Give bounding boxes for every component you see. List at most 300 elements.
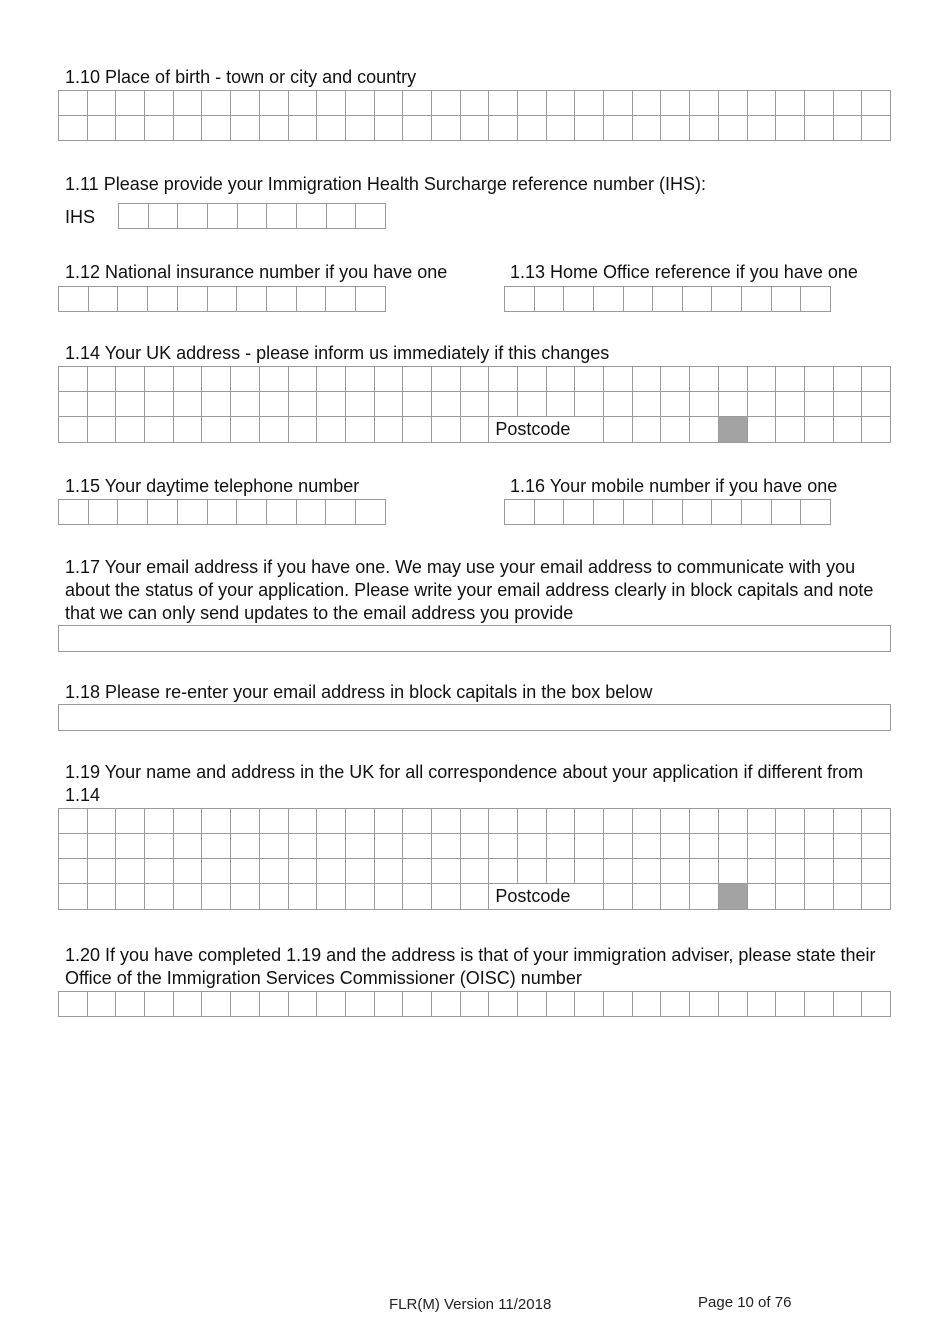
character-box[interactable]	[431, 859, 460, 884]
character-box[interactable]	[431, 809, 460, 834]
character-box[interactable]	[374, 367, 403, 392]
character-box[interactable]	[59, 500, 89, 525]
character-box[interactable]	[804, 91, 833, 116]
character-box[interactable]	[87, 417, 116, 443]
character-box[interactable]	[374, 884, 403, 910]
q1-16-mobile-grid[interactable]	[504, 499, 831, 525]
character-box[interactable]	[288, 367, 317, 392]
character-box[interactable]	[632, 834, 661, 859]
character-box[interactable]	[431, 392, 460, 417]
character-box[interactable]	[403, 417, 432, 443]
character-box[interactable]	[237, 204, 267, 229]
character-box[interactable]	[489, 91, 518, 116]
character-box[interactable]	[604, 809, 633, 834]
character-box[interactable]	[661, 992, 690, 1017]
character-box[interactable]	[288, 417, 317, 443]
character-box[interactable]	[173, 91, 202, 116]
character-box[interactable]	[288, 116, 317, 141]
character-box[interactable]	[833, 834, 862, 859]
character-box[interactable]	[546, 859, 575, 884]
character-box[interactable]	[690, 91, 719, 116]
character-box[interactable]	[259, 367, 288, 392]
character-box[interactable]	[862, 392, 891, 417]
character-box[interactable]	[317, 91, 346, 116]
character-box[interactable]	[116, 992, 145, 1017]
character-box[interactable]	[460, 417, 489, 443]
character-box[interactable]	[403, 859, 432, 884]
character-box[interactable]	[403, 884, 432, 910]
character-box[interactable]	[747, 367, 776, 392]
character-box[interactable]	[862, 116, 891, 141]
character-box[interactable]	[776, 367, 805, 392]
character-box[interactable]	[564, 500, 594, 525]
character-box[interactable]	[345, 834, 374, 859]
character-box[interactable]	[202, 367, 231, 392]
character-box[interactable]	[661, 834, 690, 859]
character-box[interactable]	[374, 859, 403, 884]
character-box[interactable]	[747, 392, 776, 417]
character-box[interactable]	[145, 834, 174, 859]
character-box[interactable]	[518, 367, 547, 392]
character-box[interactable]	[431, 884, 460, 910]
character-box[interactable]	[718, 992, 747, 1017]
character-box[interactable]	[202, 834, 231, 859]
character-box[interactable]	[59, 834, 88, 859]
character-box[interactable]	[804, 884, 833, 910]
character-box[interactable]	[546, 809, 575, 834]
character-box[interactable]	[718, 392, 747, 417]
character-box[interactable]	[747, 884, 776, 910]
character-box[interactable]	[374, 116, 403, 141]
character-box[interactable]	[776, 809, 805, 834]
character-box[interactable]	[534, 500, 564, 525]
character-box[interactable]	[288, 392, 317, 417]
character-box[interactable]	[231, 992, 260, 1017]
character-box[interactable]	[87, 91, 116, 116]
character-box[interactable]	[632, 884, 661, 910]
character-box[interactable]	[116, 392, 145, 417]
character-box[interactable]	[59, 417, 88, 443]
character-box[interactable]	[632, 367, 661, 392]
character-box[interactable]	[207, 500, 237, 525]
character-box[interactable]	[231, 417, 260, 443]
character-box[interactable]	[460, 392, 489, 417]
character-box[interactable]	[345, 859, 374, 884]
character-box[interactable]	[575, 116, 604, 141]
character-box[interactable]	[326, 204, 356, 229]
character-box[interactable]	[288, 809, 317, 834]
character-box[interactable]	[833, 884, 862, 910]
character-box[interactable]	[374, 834, 403, 859]
character-box[interactable]	[546, 116, 575, 141]
character-box[interactable]	[259, 417, 288, 443]
q1-17-email-field[interactable]	[58, 625, 891, 652]
character-box[interactable]	[288, 884, 317, 910]
character-box[interactable]	[202, 992, 231, 1017]
character-box[interactable]	[259, 91, 288, 116]
character-box[interactable]	[489, 859, 518, 884]
character-box[interactable]	[801, 500, 831, 525]
character-box[interactable]	[518, 809, 547, 834]
character-box[interactable]	[833, 859, 862, 884]
character-box[interactable]	[460, 884, 489, 910]
character-box[interactable]	[119, 204, 149, 229]
character-box[interactable]	[518, 116, 547, 141]
character-box[interactable]	[776, 392, 805, 417]
character-box[interactable]	[145, 884, 174, 910]
character-box[interactable]	[259, 992, 288, 1017]
character-box[interactable]	[661, 859, 690, 884]
character-box[interactable]	[87, 834, 116, 859]
character-box[interactable]	[237, 500, 267, 525]
character-box[interactable]	[431, 834, 460, 859]
character-box[interactable]	[317, 116, 346, 141]
character-box[interactable]	[116, 417, 145, 443]
character-box[interactable]	[317, 992, 346, 1017]
character-box[interactable]	[632, 91, 661, 116]
character-box[interactable]	[718, 116, 747, 141]
character-box[interactable]	[682, 287, 712, 312]
character-box[interactable]	[374, 91, 403, 116]
character-box[interactable]	[148, 500, 178, 525]
character-box[interactable]	[148, 204, 178, 229]
character-box[interactable]	[259, 116, 288, 141]
character-box[interactable]	[116, 859, 145, 884]
character-box[interactable]	[374, 417, 403, 443]
character-box[interactable]	[173, 859, 202, 884]
character-box[interactable]	[690, 367, 719, 392]
character-box[interactable]	[374, 992, 403, 1017]
character-box[interactable]	[173, 417, 202, 443]
q1-20-oisc-grid[interactable]	[58, 991, 891, 1017]
character-box[interactable]	[202, 809, 231, 834]
character-box[interactable]	[747, 992, 776, 1017]
character-box[interactable]	[690, 859, 719, 884]
character-box[interactable]	[59, 287, 89, 312]
character-box[interactable]	[173, 116, 202, 141]
character-box[interactable]	[345, 417, 374, 443]
character-box[interactable]	[202, 884, 231, 910]
character-box[interactable]	[87, 884, 116, 910]
character-box[interactable]	[116, 91, 145, 116]
character-box[interactable]	[88, 287, 118, 312]
character-box[interactable]	[690, 417, 719, 443]
character-box[interactable]	[403, 809, 432, 834]
q1-19-correspondence-grid[interactable]	[58, 808, 891, 910]
character-box[interactable]	[118, 287, 148, 312]
character-box[interactable]	[862, 834, 891, 859]
character-box[interactable]	[431, 116, 460, 141]
character-box[interactable]	[59, 91, 88, 116]
character-box[interactable]	[231, 859, 260, 884]
character-box[interactable]	[207, 287, 237, 312]
character-box[interactable]	[771, 500, 801, 525]
character-box[interactable]	[632, 859, 661, 884]
character-box[interactable]	[178, 204, 208, 229]
character-box[interactable]	[546, 367, 575, 392]
character-box[interactable]	[403, 834, 432, 859]
character-box[interactable]	[653, 500, 683, 525]
character-box[interactable]	[833, 992, 862, 1017]
character-box[interactable]	[804, 859, 833, 884]
character-box[interactable]	[776, 884, 805, 910]
character-box[interactable]	[564, 287, 594, 312]
character-box[interactable]	[87, 392, 116, 417]
character-box[interactable]	[718, 367, 747, 392]
character-box[interactable]	[403, 992, 432, 1017]
character-box[interactable]	[177, 500, 207, 525]
character-box[interactable]	[145, 417, 174, 443]
character-box[interactable]	[145, 992, 174, 1017]
character-box[interactable]	[505, 500, 535, 525]
character-box[interactable]	[804, 809, 833, 834]
character-box[interactable]	[116, 834, 145, 859]
character-box[interactable]	[145, 367, 174, 392]
character-box[interactable]	[632, 392, 661, 417]
character-box[interactable]	[604, 392, 633, 417]
character-box[interactable]	[202, 116, 231, 141]
character-box[interactable]	[546, 392, 575, 417]
character-box[interactable]	[87, 809, 116, 834]
character-box[interactable]	[296, 500, 326, 525]
character-box[interactable]	[173, 834, 202, 859]
character-box[interactable]	[801, 287, 831, 312]
character-box[interactable]	[317, 392, 346, 417]
character-box[interactable]	[356, 204, 386, 229]
character-box[interactable]	[862, 809, 891, 834]
character-box[interactable]	[345, 392, 374, 417]
q1-12-ni-grid[interactable]	[58, 286, 386, 312]
character-box[interactable]	[862, 859, 891, 884]
character-box[interactable]	[804, 116, 833, 141]
character-box[interactable]	[776, 91, 805, 116]
character-box[interactable]	[653, 287, 683, 312]
character-box[interactable]	[804, 367, 833, 392]
q1-10-grid[interactable]	[58, 90, 891, 141]
character-box[interactable]	[833, 116, 862, 141]
character-box[interactable]	[356, 500, 386, 525]
character-box[interactable]	[862, 91, 891, 116]
character-box[interactable]	[518, 392, 547, 417]
character-box[interactable]	[632, 992, 661, 1017]
character-box[interactable]	[690, 884, 719, 910]
character-box[interactable]	[403, 91, 432, 116]
character-box[interactable]	[374, 809, 403, 834]
character-box[interactable]	[237, 287, 267, 312]
character-box[interactable]	[833, 367, 862, 392]
character-box[interactable]	[317, 834, 346, 859]
character-box[interactable]	[489, 809, 518, 834]
character-box[interactable]	[288, 834, 317, 859]
character-box[interactable]	[460, 834, 489, 859]
character-box[interactable]	[505, 287, 535, 312]
character-box[interactable]	[776, 992, 805, 1017]
character-box[interactable]	[345, 91, 374, 116]
character-box[interactable]	[593, 500, 623, 525]
character-box[interactable]	[747, 91, 776, 116]
character-box[interactable]	[632, 116, 661, 141]
q1-18-email-confirm-field[interactable]	[58, 704, 891, 731]
character-box[interactable]	[231, 884, 260, 910]
character-box[interactable]	[259, 859, 288, 884]
character-box[interactable]	[489, 392, 518, 417]
character-box[interactable]	[177, 287, 207, 312]
character-box[interactable]	[374, 392, 403, 417]
character-box[interactable]	[804, 417, 833, 443]
character-box[interactable]	[460, 116, 489, 141]
character-box[interactable]	[534, 287, 564, 312]
character-box[interactable]	[116, 809, 145, 834]
character-box[interactable]	[231, 367, 260, 392]
character-box[interactable]	[575, 859, 604, 884]
character-box[interactable]	[833, 91, 862, 116]
character-box[interactable]	[116, 367, 145, 392]
character-box[interactable]	[632, 417, 661, 443]
character-box[interactable]	[776, 417, 805, 443]
character-box[interactable]	[326, 500, 356, 525]
character-box[interactable]	[345, 809, 374, 834]
character-box[interactable]	[202, 417, 231, 443]
character-box[interactable]	[317, 367, 346, 392]
character-box[interactable]	[145, 91, 174, 116]
character-box[interactable]	[231, 834, 260, 859]
character-box[interactable]	[489, 834, 518, 859]
character-box[interactable]	[173, 809, 202, 834]
character-box[interactable]	[604, 859, 633, 884]
character-box[interactable]	[259, 884, 288, 910]
character-box[interactable]	[747, 116, 776, 141]
character-box[interactable]	[575, 91, 604, 116]
character-box[interactable]	[267, 287, 297, 312]
character-box[interactable]	[356, 287, 386, 312]
character-box[interactable]	[207, 204, 237, 229]
character-box[interactable]	[747, 834, 776, 859]
character-box[interactable]	[345, 116, 374, 141]
character-box[interactable]	[661, 809, 690, 834]
character-box[interactable]	[259, 809, 288, 834]
character-box[interactable]	[87, 116, 116, 141]
character-box[interactable]	[804, 392, 833, 417]
character-box[interactable]	[575, 809, 604, 834]
character-box[interactable]	[59, 884, 88, 910]
character-box[interactable]	[88, 500, 118, 525]
character-box[interactable]	[546, 91, 575, 116]
character-box[interactable]	[690, 834, 719, 859]
character-box[interactable]	[231, 116, 260, 141]
q1-11-ihs-grid[interactable]	[118, 203, 386, 229]
character-box[interactable]	[747, 859, 776, 884]
character-box[interactable]	[460, 859, 489, 884]
character-box[interactable]	[317, 417, 346, 443]
character-box[interactable]	[604, 367, 633, 392]
character-box[interactable]	[145, 392, 174, 417]
character-box[interactable]	[296, 204, 326, 229]
character-box[interactable]	[87, 367, 116, 392]
character-box[interactable]	[431, 417, 460, 443]
character-box[interactable]	[460, 367, 489, 392]
character-box[interactable]	[173, 392, 202, 417]
character-box[interactable]	[59, 859, 88, 884]
character-box[interactable]	[202, 392, 231, 417]
character-box[interactable]	[833, 392, 862, 417]
character-box[interactable]	[148, 287, 178, 312]
character-box[interactable]	[403, 116, 432, 141]
character-box[interactable]	[661, 91, 690, 116]
character-box[interactable]	[145, 116, 174, 141]
q1-13-ho-grid[interactable]	[504, 286, 831, 312]
character-box[interactable]	[833, 417, 862, 443]
character-box[interactable]	[718, 834, 747, 859]
character-box[interactable]	[59, 116, 88, 141]
character-box[interactable]	[403, 392, 432, 417]
character-box[interactable]	[712, 500, 742, 525]
character-box[interactable]	[460, 992, 489, 1017]
character-box[interactable]	[173, 367, 202, 392]
character-box[interactable]	[690, 392, 719, 417]
character-box[interactable]	[661, 367, 690, 392]
character-box[interactable]	[87, 992, 116, 1017]
character-box[interactable]	[742, 287, 772, 312]
character-box[interactable]	[317, 859, 346, 884]
character-box[interactable]	[259, 834, 288, 859]
character-box[interactable]	[718, 91, 747, 116]
character-box[interactable]	[345, 367, 374, 392]
character-box[interactable]	[231, 91, 260, 116]
character-box[interactable]	[460, 91, 489, 116]
character-box[interactable]	[345, 992, 374, 1017]
character-box[interactable]	[231, 809, 260, 834]
character-box[interactable]	[604, 884, 633, 910]
character-box[interactable]	[231, 392, 260, 417]
character-box[interactable]	[862, 367, 891, 392]
character-box[interactable]	[59, 392, 88, 417]
character-box[interactable]	[59, 809, 88, 834]
character-box[interactable]	[431, 367, 460, 392]
character-box[interactable]	[546, 992, 575, 1017]
character-box[interactable]	[862, 417, 891, 443]
character-box[interactable]	[345, 884, 374, 910]
character-box[interactable]	[59, 992, 88, 1017]
q1-14-address-grid[interactable]	[58, 366, 891, 443]
character-box[interactable]	[489, 116, 518, 141]
character-box[interactable]	[145, 809, 174, 834]
character-box[interactable]	[296, 287, 326, 312]
character-box[interactable]	[862, 884, 891, 910]
character-box[interactable]	[661, 417, 690, 443]
character-box[interactable]	[546, 834, 575, 859]
character-box[interactable]	[431, 91, 460, 116]
character-box[interactable]	[862, 992, 891, 1017]
character-box[interactable]	[116, 884, 145, 910]
character-box[interactable]	[661, 392, 690, 417]
character-box[interactable]	[518, 834, 547, 859]
character-box[interactable]	[833, 809, 862, 834]
character-box[interactable]	[804, 834, 833, 859]
character-box[interactable]	[460, 809, 489, 834]
character-box[interactable]	[718, 809, 747, 834]
character-box[interactable]	[118, 500, 148, 525]
character-box[interactable]	[690, 992, 719, 1017]
character-box[interactable]	[604, 992, 633, 1017]
character-box[interactable]	[489, 992, 518, 1017]
character-box[interactable]	[661, 116, 690, 141]
character-box[interactable]	[632, 809, 661, 834]
character-box[interactable]	[604, 834, 633, 859]
character-box[interactable]	[431, 992, 460, 1017]
character-box[interactable]	[575, 392, 604, 417]
character-box[interactable]	[604, 91, 633, 116]
character-box[interactable]	[288, 91, 317, 116]
